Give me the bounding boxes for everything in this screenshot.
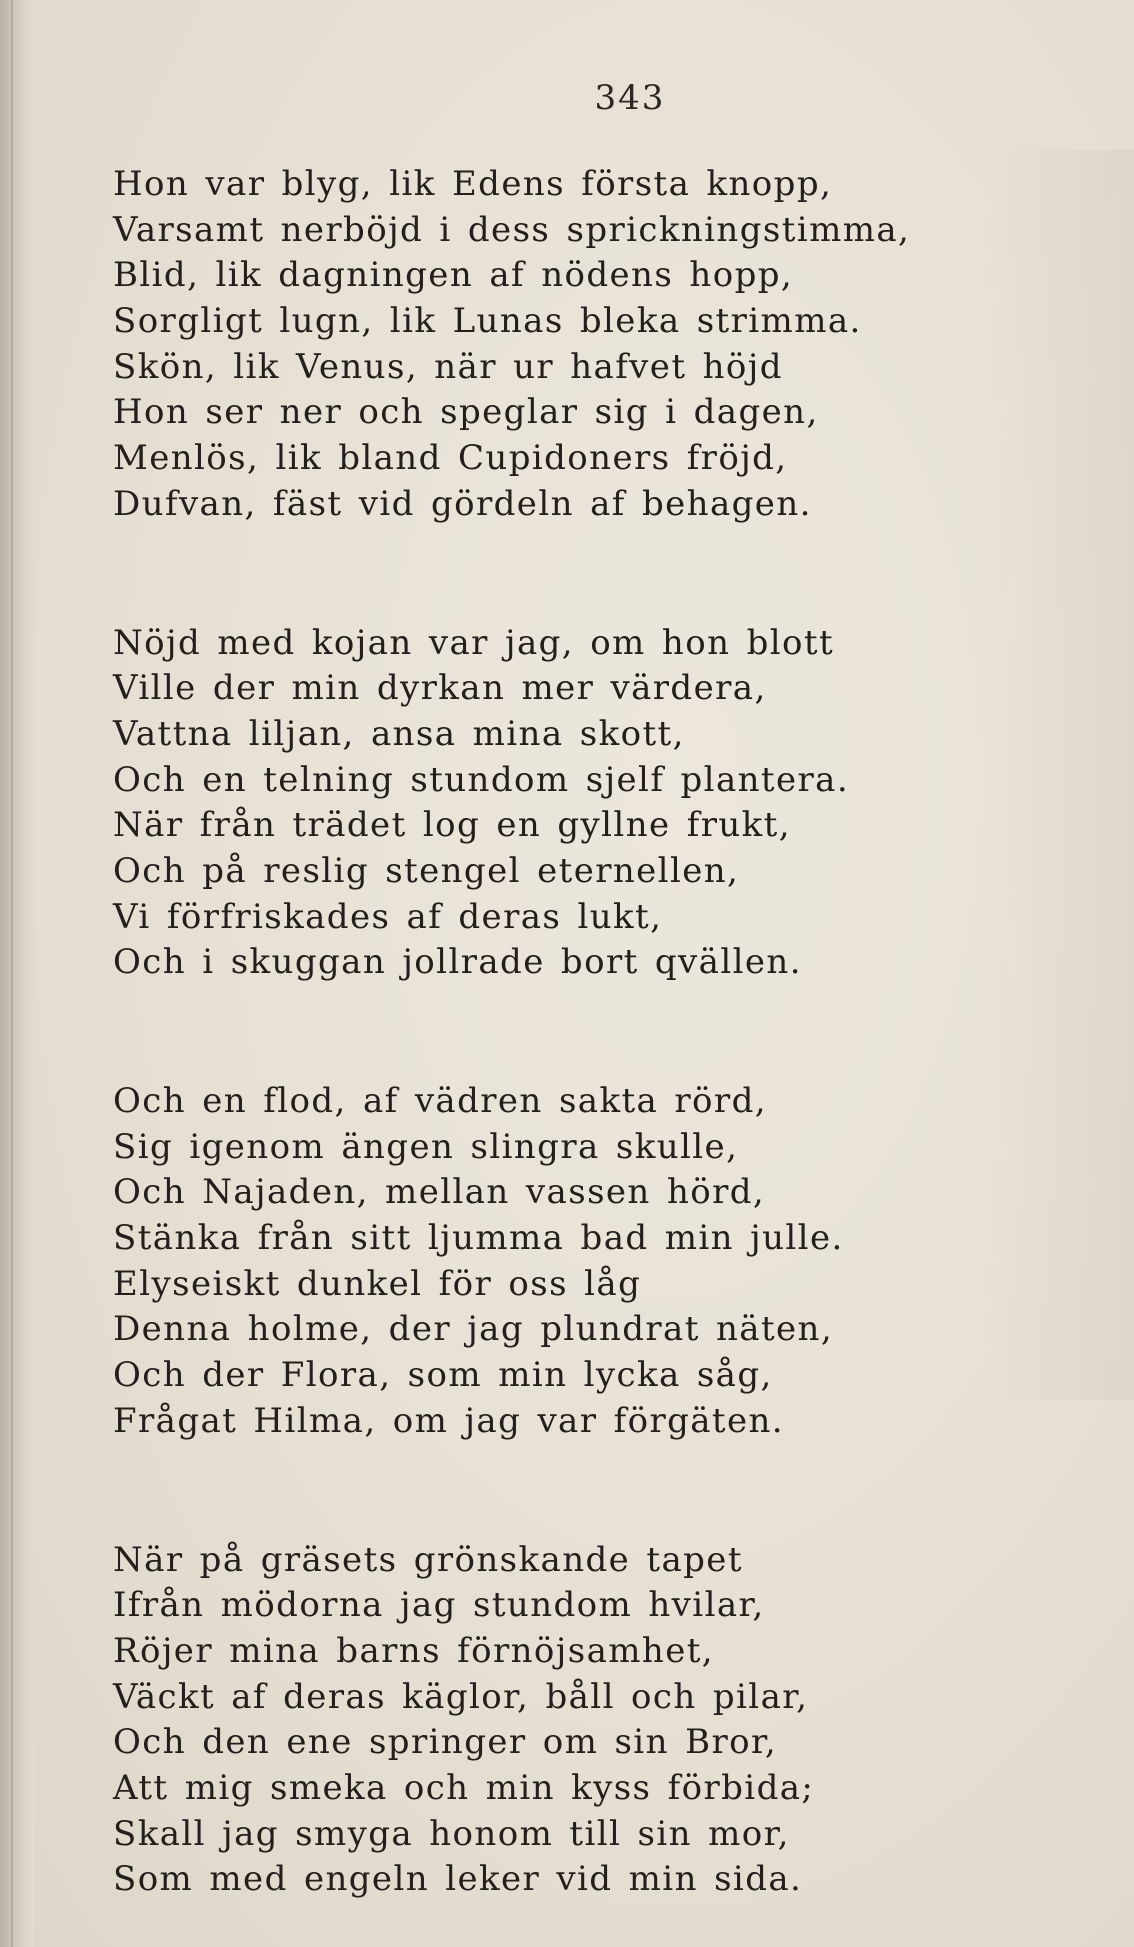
verse-line: Varsamt nerböjd i dess sprickningstimma, bbox=[113, 209, 911, 250]
verse-line: Och en telning stundom sjelf plantera. bbox=[113, 759, 850, 800]
stanza-2 bbox=[113, 621, 1113, 987]
verse-line: Nöjd med kojan var jag, om hon blott bbox=[113, 622, 835, 663]
verse-line: Elyseiskt dunkel för oss låg bbox=[113, 1263, 642, 1304]
verse-line: Sorgligt lugn, lik Lunas bleka strimma. bbox=[113, 301, 862, 342]
verse-line: Sig igenom ängen slingra skulle, bbox=[113, 1126, 739, 1167]
verse-line: Denna holme, der jag plundrat näten, bbox=[113, 1309, 834, 1350]
verse-line: När på gräsets grönskande tapet bbox=[113, 1539, 743, 1580]
stanza-3 bbox=[113, 1079, 1113, 1445]
verse-line: Och Najaden, mellan vassen hörd, bbox=[113, 1172, 766, 1213]
verse-line: Menlös, lik bland Cupidoners fröjd, bbox=[113, 438, 788, 479]
verse-line: Och der Flora, som min lycka såg, bbox=[113, 1355, 773, 1396]
verse-line: Att mig smeka och min kyss förbida; bbox=[113, 1767, 815, 1808]
verse-line: Hon ser ner och speglar sig i dagen, bbox=[113, 392, 819, 433]
verse-line: Ifrån mödorna jag stundom hvilar, bbox=[113, 1585, 765, 1626]
verse-line: Och den ene springer om sin Bror, bbox=[113, 1722, 778, 1763]
verse-line: Vi förfriskades af deras lukt, bbox=[113, 896, 663, 937]
poem bbox=[113, 162, 1113, 1947]
stanza-4 bbox=[113, 1538, 1113, 1904]
verse-line: Dufvan, fäst vid gördeln af behagen. bbox=[113, 483, 812, 524]
verse-line: Frågat Hilma, om jag var förgäten. bbox=[113, 1400, 785, 1441]
binding-edge bbox=[11, 0, 13, 1947]
verse-line: Och en flod, af vädren sakta rörd, bbox=[113, 1081, 767, 1121]
verse-line: Ville der min dyrkan mer värdera, bbox=[113, 668, 767, 709]
verse-line: Som med engeln leker vid min sida. bbox=[113, 1859, 803, 1900]
verse-line: Och på reslig stengel eternellen, bbox=[113, 850, 740, 891]
verse-line: Röjer mina barns förnöjsamhet, bbox=[113, 1630, 714, 1671]
verse-line: När från trädet log en gyllne frukt, bbox=[113, 805, 791, 846]
verse-line: Stänka från sitt ljumma bad min julle. bbox=[113, 1218, 844, 1259]
verse-line: Skall jag smyga honom till sin mor, bbox=[113, 1813, 790, 1854]
verse-line: Väckt af deras käglor, båll och pilar, bbox=[113, 1676, 809, 1717]
stanza-1 bbox=[113, 162, 1113, 528]
verse-line: Blid, lik dagningen af nödens hopp, bbox=[113, 255, 794, 296]
verse-line: Och i skuggan jollrade bort qvällen. bbox=[113, 942, 802, 983]
verse-line: Skön, lik Venus, när ur hafvet höjd bbox=[113, 346, 783, 387]
verse-line: Hon var blyg, lik Edens första knopp, bbox=[113, 164, 833, 204]
page-number: 343 bbox=[594, 78, 666, 118]
book-gutter bbox=[0, 0, 34, 1947]
verse-line: Vattna liljan, ansa mina skott, bbox=[113, 713, 685, 754]
